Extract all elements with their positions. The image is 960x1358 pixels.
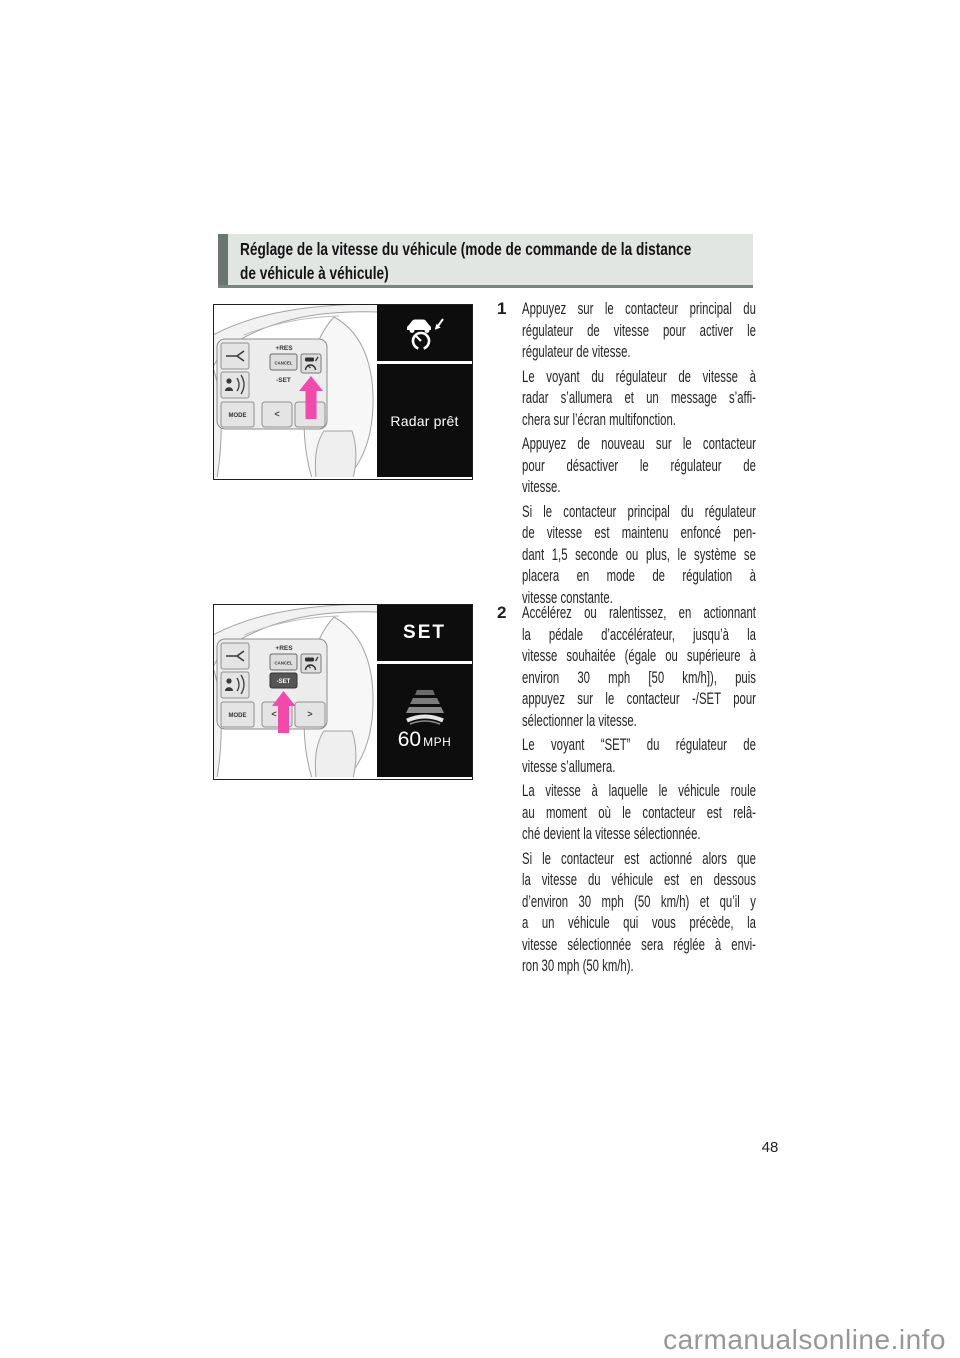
paragraph [522, 434, 756, 499]
right-arrow-button-label: > [307, 709, 313, 719]
paragraph [522, 502, 756, 610]
text-line: appuyez sur le contacteur -/SET pour [522, 690, 756, 708]
text-line: vitesse constante. [522, 588, 613, 607]
text-line: Accélérez ou ralentissez, en actionnant [522, 604, 756, 622]
text-line: la vitesse du véhicule est en dessous [522, 871, 756, 889]
text-line: environ 30 mph [50 km/h]), puis [522, 668, 756, 687]
text-line: Appuyez de nouveau sur le contacteur [522, 435, 756, 453]
text-line: sélectionner la vitesse. [522, 711, 637, 730]
text-line: dant 1,5 seconde ou plus, le système se [522, 545, 756, 564]
watermark-text: carmanualsonline.info [663, 1324, 946, 1355]
mode-button-label: MODE [228, 413, 247, 419]
mode-button-label: MODE [228, 713, 247, 719]
title-accent-bar [218, 234, 228, 285]
text-line: pour désactiver le régulateur de [522, 456, 756, 475]
left-arrow-button-label: < [271, 709, 277, 719]
paragraph [522, 781, 756, 846]
page-title-line-1: Réglage de la vitesse du véhicule (mode de commande de la distance [240, 239, 692, 259]
display-indicator-panel-1 [377, 305, 472, 361]
step-2-instructions [522, 603, 756, 981]
voice-command-button [221, 372, 249, 398]
multi-information-display-1 [377, 305, 472, 477]
steering-wheel-drawing-2 [214, 605, 377, 777]
wheel-lower-spoke [315, 431, 355, 477]
step-number-1: 1 [497, 299, 507, 318]
text-line: Le voyant du régulateur de vitesse à [522, 367, 756, 386]
step-1-instructions [522, 299, 756, 612]
cancel-button-label: CANCEL [274, 360, 293, 366]
text-line: régulateur de vitesse pour activer le [522, 321, 756, 340]
display-indicator-panel-2 [377, 605, 472, 661]
text-line: ron 30 mph (50 km/h). [522, 957, 634, 975]
text-line: de vitesse est maintenu enfoncé pen- [522, 524, 756, 542]
text-line: la pédale d’accélérateur, jusqu’à la [522, 625, 756, 644]
text-line: vitesse s’allumera. [522, 757, 616, 776]
text-line: radar s’allumera et un message s’affi- [522, 389, 756, 407]
multi-information-display-2 [377, 605, 472, 777]
cancel-button-label: CANCEL [274, 660, 293, 666]
text-line: régulateur de vitesse. [522, 343, 631, 361]
text-line: Si le contacteur principal du régulateur [522, 502, 756, 521]
vehicle-ahead-distance-icon [395, 689, 455, 725]
speed-unit: MPH [423, 735, 452, 749]
text-line: vitesse souhaitée (égale ou supérieure à [522, 647, 756, 665]
speed-value: 60 [397, 728, 422, 751]
section-title-block [218, 234, 753, 288]
steering-wheel-drawing-1 [214, 305, 377, 477]
text-line: Le voyant “SET” du régulateur de [522, 736, 756, 754]
cruise-main-button [301, 354, 321, 373]
steering-wheel-figure-2 [213, 604, 473, 780]
steering-wheel-figure-1 [213, 304, 473, 480]
left-arrow-button-label: < [274, 409, 280, 419]
page-title [240, 238, 691, 285]
radar-ready-message: Radar prêt [390, 412, 459, 429]
paragraph [522, 603, 756, 732]
res-label: +RES [275, 345, 293, 352]
text-line: vitesse sélectionnée sera réglée à envi- [522, 935, 756, 954]
text-line: placera en mode de régulation à [522, 567, 756, 585]
set-speed-readout [398, 728, 452, 752]
paragraph [522, 299, 756, 364]
display-message-panel [377, 364, 472, 477]
set-button-label: -SET [276, 679, 291, 685]
page-title-line-2: de véhicule à véhicule) [240, 262, 389, 283]
text-line: Si le contacteur est actionné alors que [522, 849, 756, 868]
text-line: ché devient la vitesse sélectionnée. [522, 825, 701, 843]
text-line: La vitesse à laquelle le véhicule roule [522, 782, 756, 800]
display-speed-panel [377, 664, 472, 777]
text-line: Appuyez sur le contacteur principal du [522, 300, 756, 318]
text-line: d’environ 30 mph (50 km/h) et qu’il y [522, 892, 756, 911]
set-indicator: SET [403, 622, 446, 643]
step-number-2: 2 [497, 603, 507, 622]
page-number: 48 [761, 1139, 779, 1156]
text-line: chera sur l’écran multifonction. [522, 410, 676, 429]
cruise-main-button [301, 654, 321, 673]
radar-cruise-indicator-icon [402, 316, 448, 350]
set-label: -SET [276, 377, 291, 384]
text-line: au moment où le contacteur est relâ- [522, 803, 756, 822]
voice-command-button [221, 672, 249, 698]
paragraph [522, 735, 756, 778]
wheel-lower-spoke [315, 731, 355, 777]
paragraph [522, 849, 756, 978]
text-line: vitesse. [522, 478, 561, 496]
paragraph [522, 367, 756, 432]
res-label: +RES [275, 645, 293, 652]
text-line: a un véhicule qui vous précède, la [522, 914, 756, 932]
